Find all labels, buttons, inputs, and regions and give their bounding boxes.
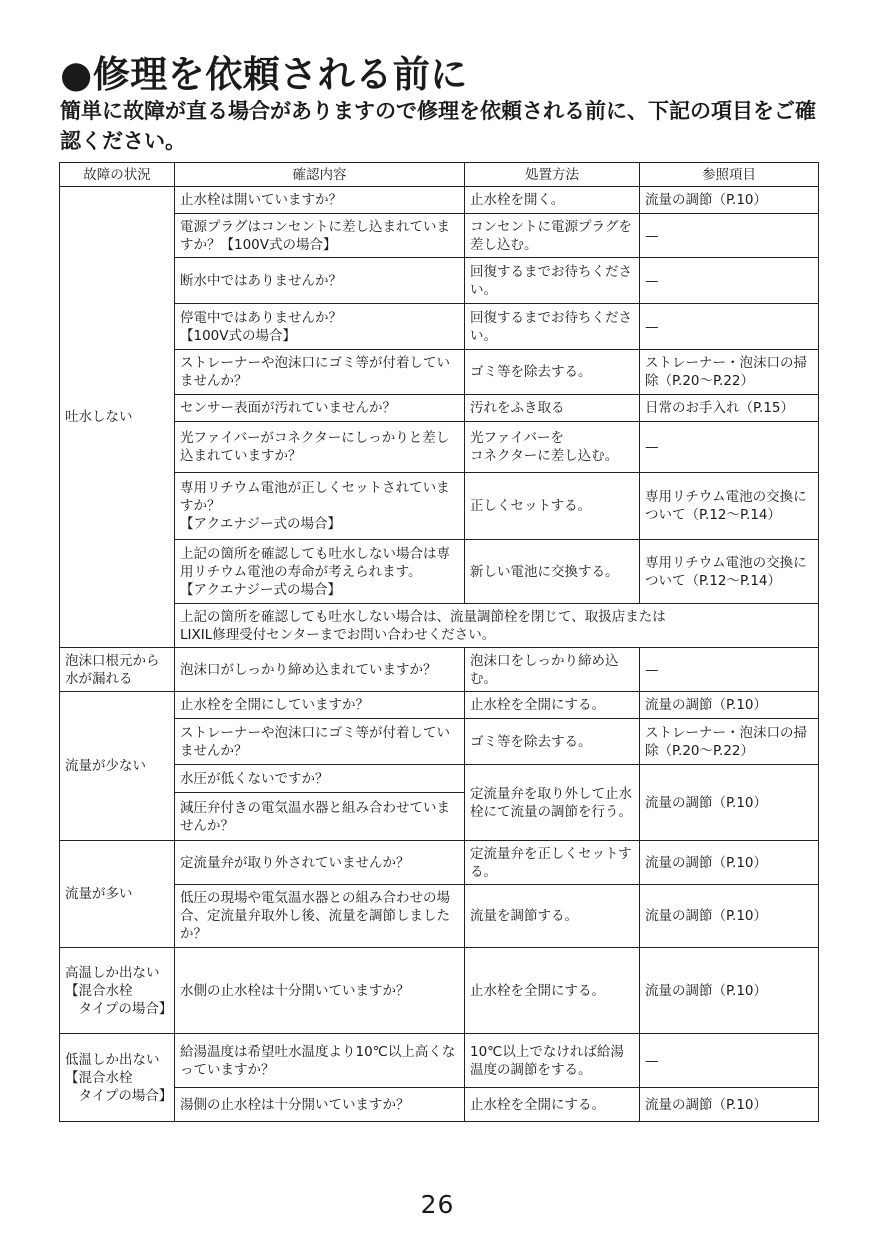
- reference-cell: —: [640, 214, 819, 258]
- header-reference: 参照項目: [640, 163, 819, 187]
- remedy-cell: 止水栓を全開にする。: [465, 1088, 640, 1122]
- table-row: [60, 841, 819, 885]
- reference-cell: 流量の調節（P.10）: [640, 692, 819, 719]
- check-cell: 給湯温度は希望吐水温度より10℃以上高くなっていますか？: [175, 1034, 465, 1088]
- remedy-cell: コンセントに電源プラグを差し込む。: [465, 214, 640, 258]
- remedy-cell: 止水栓を全開にする。: [465, 948, 640, 1034]
- reference-cell: —: [640, 1034, 819, 1088]
- symptom-cell: 泡沫口根元から水が漏れる: [60, 648, 175, 692]
- check-cell: センサー表面が汚れていませんか？: [175, 395, 465, 422]
- remedy-cell: 回復するまでお待ちください。: [465, 304, 640, 350]
- check-cell: ストレーナーや泡沫口にゴミ等が付着していませんか？: [175, 719, 465, 765]
- check-cell: 減圧弁付きの電気温水器と組み合わせていませんか？: [175, 793, 465, 841]
- check-cell: 泡沫口がしっかり締め込まれていますか？: [175, 648, 465, 692]
- reference-cell: 流量の調節（P.10）: [640, 1088, 819, 1122]
- check-cell: 止水栓は開いていますか？: [175, 187, 465, 214]
- reference-cell: —: [640, 258, 819, 304]
- check-cell: 上記の箇所を確認しても吐水しない場合は専用リチウム電池の寿命が考えられます。 【アクエナジー式の場合】: [175, 540, 465, 604]
- check-cell: 電源プラグはコンセントに差し込まれていますか？【100V式の場合】: [175, 214, 465, 258]
- symptom-cell: 高温しか出ない 【混合水栓 タイプの場合】: [60, 948, 175, 1034]
- remedy-cell: 止水栓を全開にする。: [465, 692, 640, 719]
- header-check: 確認内容: [175, 163, 465, 187]
- symptom-cell: 流量が少ない: [60, 692, 175, 841]
- remedy-cell: 止水栓を開く。: [465, 187, 640, 214]
- remedy-cell: 新しい電池に交換する。: [465, 540, 640, 604]
- reference-cell: 流量の調節（P.10）: [640, 187, 819, 214]
- remedy-cell: 泡沫口をしっかり締め込む。: [465, 648, 640, 692]
- check-cell: 断水中ではありませんか？: [175, 258, 465, 304]
- remedy-cell: 光ファイバーを コネクターに差し込む。: [465, 422, 640, 473]
- reference-cell: 日常のお手入れ（P.15）: [640, 395, 819, 422]
- page-number: 26: [420, 1190, 455, 1219]
- check-cell: 低圧の現場や電気温水器との組み合わせの場合、定流量弁取外し後、流量を調節しましたか？: [175, 885, 465, 948]
- reference-cell: 流量の調節（P.10）: [640, 841, 819, 885]
- header-remedy: 処置方法: [465, 163, 640, 187]
- check-cell: 停電中ではありませんか？ 【100V式の場合】: [175, 304, 465, 350]
- check-cell: ストレーナーや泡沫口にゴミ等が付着していませんか？: [175, 350, 465, 395]
- check-cell: 水圧が低くないですか？: [175, 765, 465, 793]
- symptom-cell: 流量が多い: [60, 841, 175, 948]
- check-cell: 定流量弁が取り外されていませんか？: [175, 841, 465, 885]
- remedy-cell: 汚れをふき取る: [465, 395, 640, 422]
- table-row: [60, 648, 819, 692]
- check-cell: 止水栓を全開にしていますか？: [175, 692, 465, 719]
- table-row: [60, 1034, 819, 1088]
- reference-cell: 専用リチウム電池の交換について（P.12～P.14）: [640, 540, 819, 604]
- check-cell: 専用リチウム電池が正しくセットされていますか？ 【アクエナジー式の場合】: [175, 473, 465, 540]
- remedy-cell: ゴミ等を除去する。: [465, 350, 640, 395]
- remedy-cell: 定流量弁を正しくセットする。: [465, 841, 640, 885]
- table-row: [60, 692, 819, 719]
- reference-cell: 専用リチウム電池の交換について（P.12～P.14）: [640, 473, 819, 540]
- remedy-cell: ゴミ等を除去する。: [465, 719, 640, 765]
- table-row: [60, 948, 819, 1034]
- symptom-cell: 吐水しない: [60, 187, 175, 648]
- check-cell: 光ファイバーがコネクターにしっかりと差し込まれていますか？: [175, 422, 465, 473]
- page-title: ●修理を依頼される前に: [60, 53, 468, 96]
- no-water-note: 上記の箇所を確認しても吐水しない場合は、流量調節栓を閉じて、取扱店または LIXIL修理受付センターまでお問い合わせください。: [175, 604, 819, 648]
- reference-cell: 流量の調節（P.10）: [640, 948, 819, 1034]
- remedy-cell: 回復するまでお待ちください。: [465, 258, 640, 304]
- reference-cell: 流量の調節（P.10）: [640, 765, 819, 841]
- troubleshooting-table: [59, 162, 819, 1122]
- check-cell: 水側の止水栓は十分開いていますか？: [175, 948, 465, 1034]
- reference-cell: ストレーナー・泡沫口の掃除（P.20～P.22）: [640, 350, 819, 395]
- symptom-cell: 低温しか出ない 【混合水栓 タイプの場合】: [60, 1034, 175, 1122]
- reference-cell: —: [640, 304, 819, 350]
- reference-cell: 流量の調節（P.10）: [640, 885, 819, 948]
- remedy-cell: 流量を調節する。: [465, 885, 640, 948]
- reference-cell: ストレーナー・泡沫口の掃除（P.20～P.22）: [640, 719, 819, 765]
- reference-cell: —: [640, 648, 819, 692]
- remedy-cell: 10℃以上でなければ給湯温度の調節をする。: [465, 1034, 640, 1088]
- remedy-cell: 正しくセットする。: [465, 473, 640, 540]
- intro-text: 簡単に故障が直る場合がありますので修理を依頼される前に、下記の項目をご確認ください。: [60, 99, 816, 153]
- remedy-cell: 定流量弁を取り外して止水栓にて流量の調節を行う。: [465, 765, 640, 841]
- table-row: [60, 187, 819, 214]
- table-header-row: [60, 163, 819, 187]
- check-cell: 湯側の止水栓は十分開いていますか？: [175, 1088, 465, 1122]
- reference-cell: —: [640, 422, 819, 473]
- header-symptom: 故障の状況: [60, 163, 175, 187]
